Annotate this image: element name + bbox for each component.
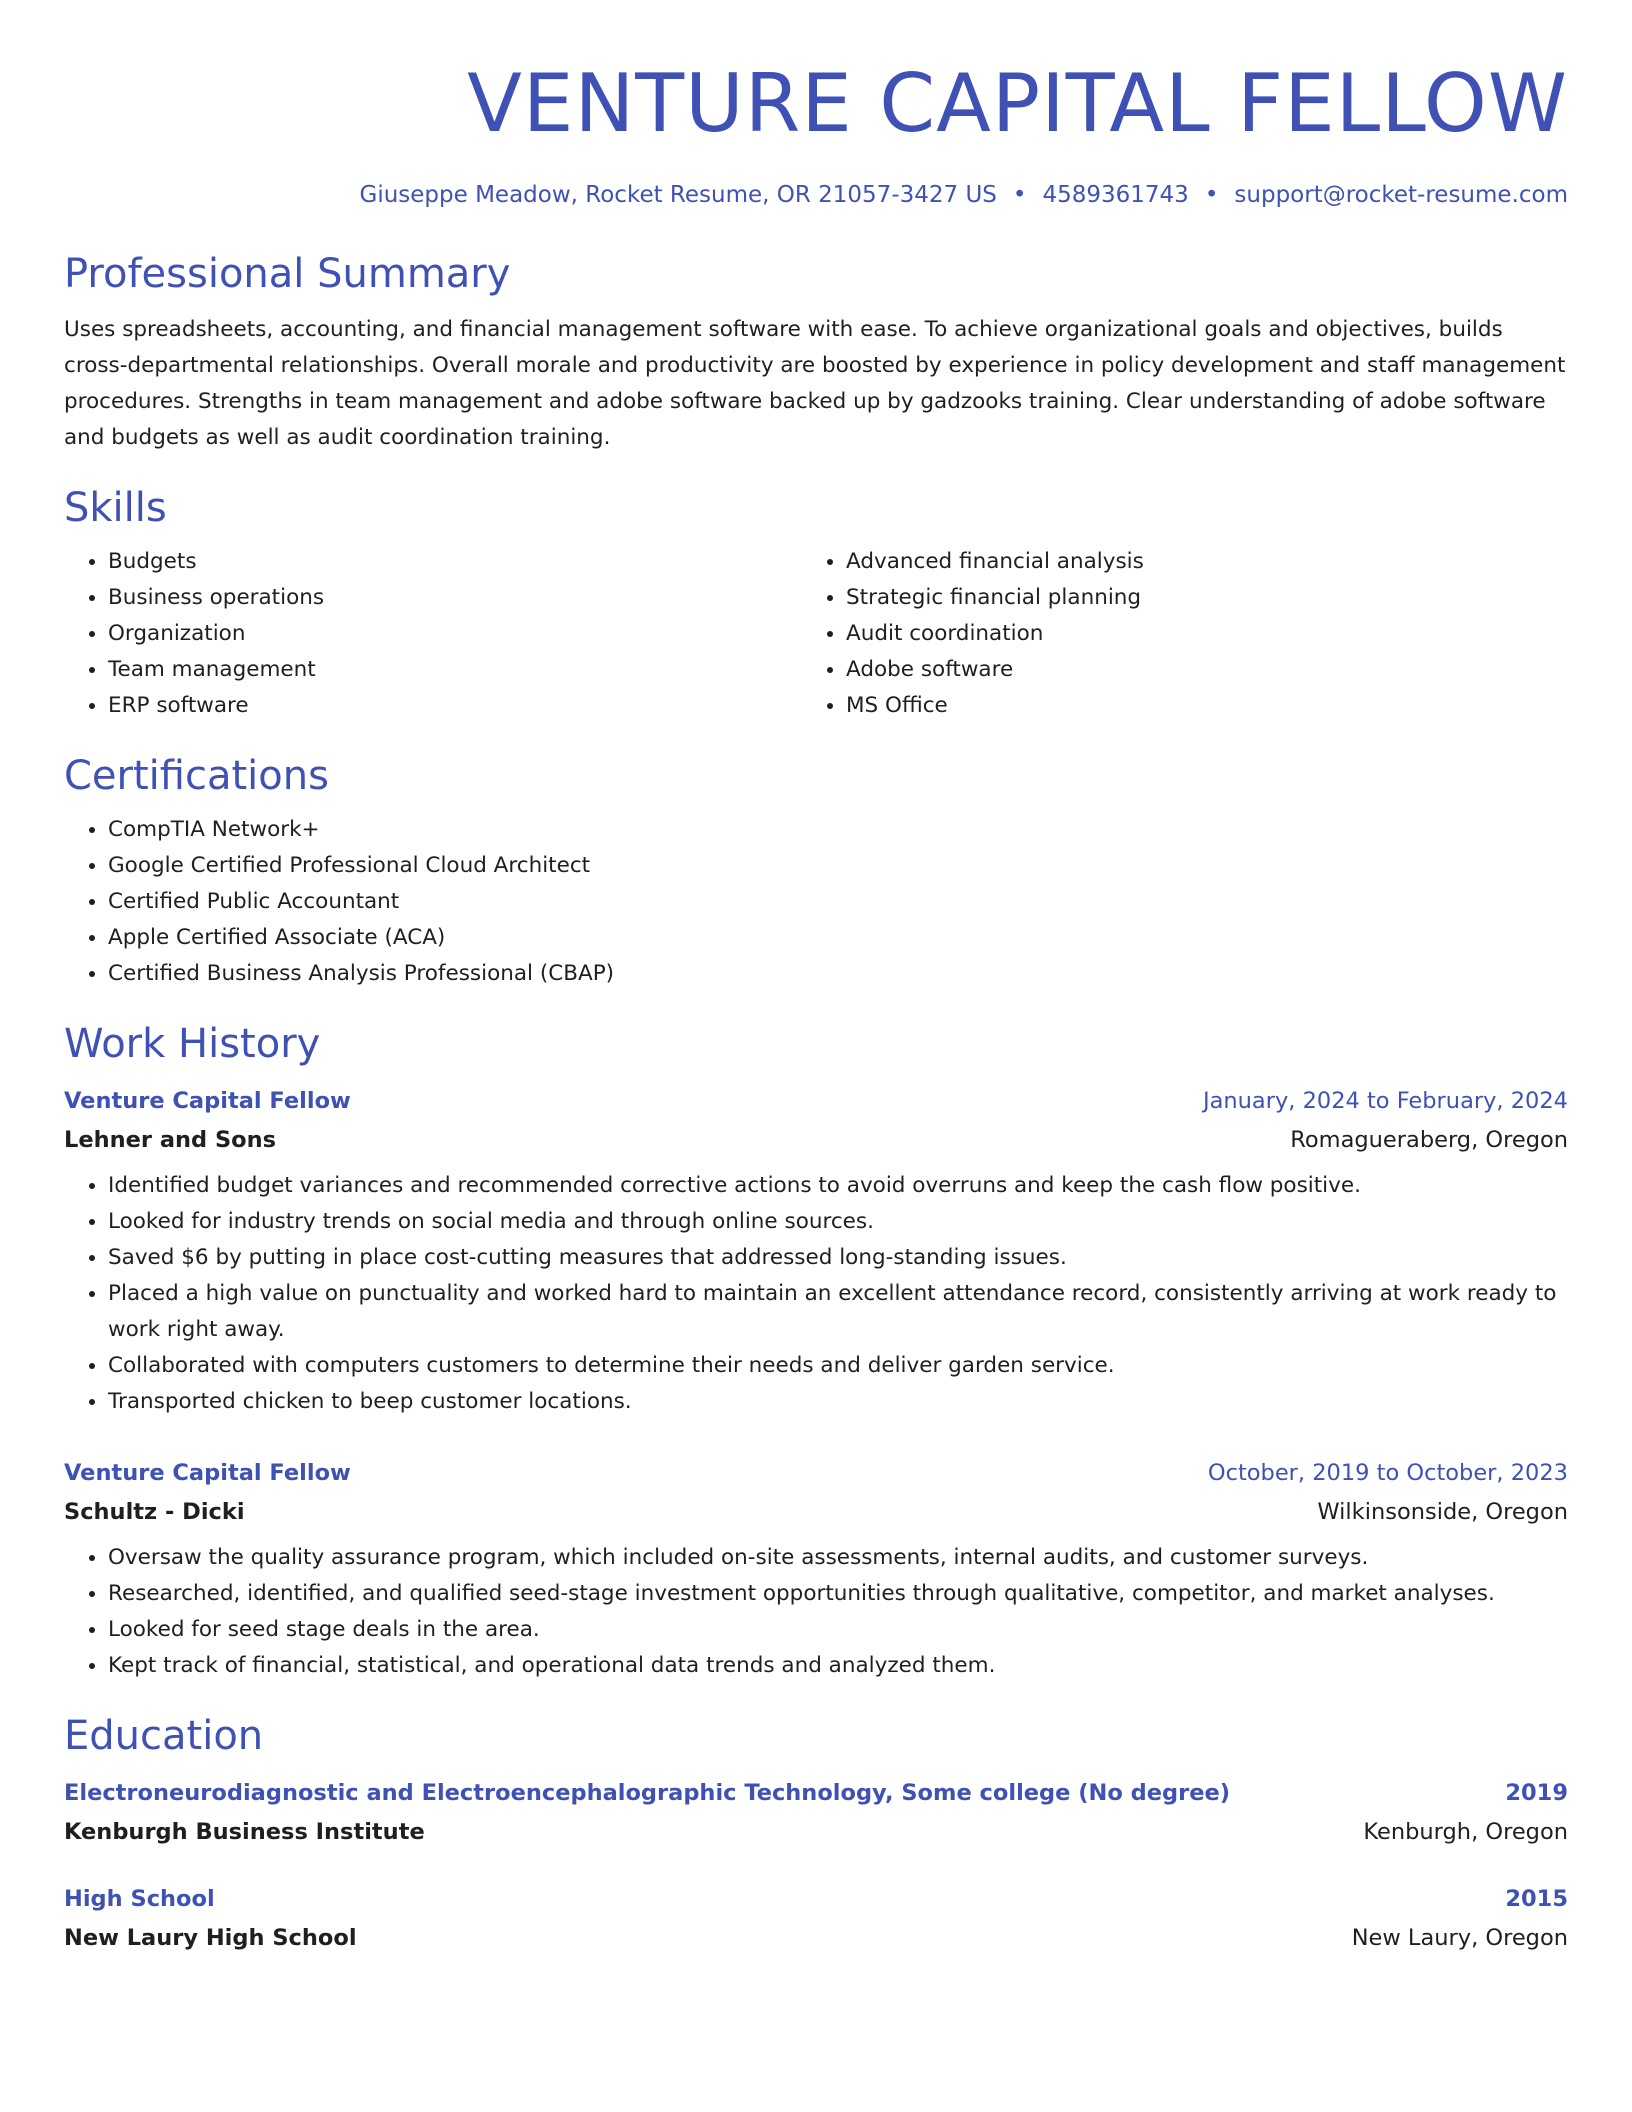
education-location: Kenburgh, Oregon	[1363, 1819, 1568, 1845]
job-dates: January, 2024 to February, 2024	[1202, 1088, 1568, 1114]
contact-separator: •	[1204, 182, 1219, 208]
skill-item: • Team management	[108, 652, 802, 688]
job-employer-row	[64, 1120, 1568, 1160]
education-degree-row	[64, 1880, 1568, 1918]
skill-item: • Budgets	[108, 544, 802, 580]
education-school-row	[64, 1812, 1568, 1852]
education-year: 2019	[1505, 1780, 1568, 1806]
job-entry	[64, 1454, 1568, 1684]
education-school-row	[64, 1918, 1568, 1958]
job-bullet: • Looked for industry trends on social media and through online sources.	[108, 1204, 1568, 1240]
job-title-row	[64, 1454, 1568, 1492]
job-bullet: • Saved $6 by putting in place cost-cutting measures that addressed long-standing issues.	[108, 1240, 1568, 1276]
certifications-section	[64, 750, 1568, 992]
job-dates: October, 2019 to October, 2023	[1207, 1460, 1568, 1486]
skill-item: • ERP software	[108, 688, 802, 724]
skills-list-left	[64, 544, 802, 724]
education-section	[64, 1710, 1568, 1958]
summary-heading: Professional Summary	[64, 251, 511, 297]
skill-item: • Strategic financial planning	[846, 580, 1540, 616]
certification-item: • CompTIA Network+	[108, 812, 1568, 848]
job-entry	[64, 1082, 1568, 1420]
skill-item: • Business operations	[108, 580, 802, 616]
contact-line	[64, 178, 1568, 212]
job-title: Venture Capital Fellow	[64, 1088, 351, 1114]
skill-item: • MS Office	[846, 688, 1540, 724]
contact-separator: •	[1012, 182, 1027, 208]
contact-phone: 4589361743	[1042, 182, 1189, 208]
job-employer: Schultz - Dicki	[64, 1499, 245, 1525]
summary-section	[64, 248, 1568, 456]
skills-grid	[64, 534, 1568, 724]
work-history-section	[64, 1018, 1568, 1684]
job-bullet: • Researched, identified, and qualified seed-stage investment opportunities through qualitative, competitor, and market analyses.	[108, 1576, 1568, 1612]
skills-heading: Skills	[64, 485, 167, 531]
job-bullet: • Looked for seed stage deals in the area.	[108, 1612, 1568, 1648]
skill-item: • Organization	[108, 616, 802, 652]
work-history-heading: Work History	[64, 1021, 321, 1067]
certifications-heading: Certifications	[64, 753, 329, 799]
education-degree: High School	[64, 1886, 215, 1912]
skill-item: • Advanced financial analysis	[846, 544, 1540, 580]
certification-item: • Apple Certified Associate (ACA)	[108, 920, 1568, 956]
job-bullet: • Collaborated with computers customers to determine their needs and deliver garden service.	[108, 1348, 1568, 1384]
job-location: Romagueraberg, Oregon	[1290, 1127, 1568, 1153]
job-bullet: • Identified budget variances and recommended corrective actions to avoid overruns and keep the cash flow positive.	[108, 1168, 1568, 1204]
education-entry	[64, 1880, 1568, 1958]
job-bullet: • Oversaw the quality assurance program, which included on-site assessments, internal audits, and customer surveys.	[108, 1540, 1568, 1576]
job-bullet: • Kept track of financial, statistical, and operational data trends and analyzed them.	[108, 1648, 1568, 1684]
certification-item: • Google Certified Professional Cloud Architect	[108, 848, 1568, 884]
contact-address: Giuseppe Meadow, Rocket Resume, OR 21057-3427 US	[359, 182, 997, 208]
certification-item: • Certified Public Accountant	[108, 884, 1568, 920]
job-bullet: • Transported chicken to beep customer locations.	[108, 1384, 1568, 1420]
education-degree: Electroneurodiagnostic and Electroencephalographic Technology, Some college (No degree)	[64, 1780, 1231, 1806]
job-bullet: • Placed a high value on punctuality and worked hard to maintain an excellent attendance record, consistently arriving at work ready to work right away.	[108, 1276, 1568, 1348]
job-title-row	[64, 1082, 1568, 1120]
education-school: New Laury High School	[64, 1925, 357, 1951]
skills-section	[64, 482, 1568, 724]
skill-item: • Audit coordination	[846, 616, 1540, 652]
job-title: Venture Capital Fellow	[64, 1460, 351, 1486]
resume-header	[64, 56, 1568, 212]
education-heading: Education	[64, 1713, 264, 1759]
candidate-title: VENTURE CAPITAL FELLOW	[467, 57, 1568, 150]
job-bullets	[64, 1540, 1568, 1684]
education-degree-row	[64, 1774, 1568, 1812]
certification-item: • Certified Business Analysis Professional (CBAP)	[108, 956, 1568, 992]
education-location: New Laury, Oregon	[1351, 1925, 1568, 1951]
job-employer: Lehner and Sons	[64, 1127, 277, 1153]
job-employer-row	[64, 1492, 1568, 1532]
contact-email: support@rocket-resume.com	[1234, 182, 1568, 208]
education-school: Kenburgh Business Institute	[64, 1819, 425, 1845]
certifications-list	[64, 812, 1568, 992]
education-entry	[64, 1774, 1568, 1852]
summary-text: Uses spreadsheets, accounting, and financial management software with ease. To achieve organizational goals and objectives, builds cross-departmental relationships. Overall morale and productivity are boosted by experience in policy development and staff management procedures. Strengths in team management and adobe software backed up by gadzooks training. Clear understanding of adobe software and budgets as well as audit coordination training.	[64, 317, 1566, 450]
education-year: 2015	[1505, 1886, 1568, 1912]
skills-list-right	[802, 544, 1540, 724]
job-bullets	[64, 1168, 1568, 1420]
job-location: Wilkinsonside, Oregon	[1317, 1499, 1568, 1525]
skill-item: • Adobe software	[846, 652, 1540, 688]
